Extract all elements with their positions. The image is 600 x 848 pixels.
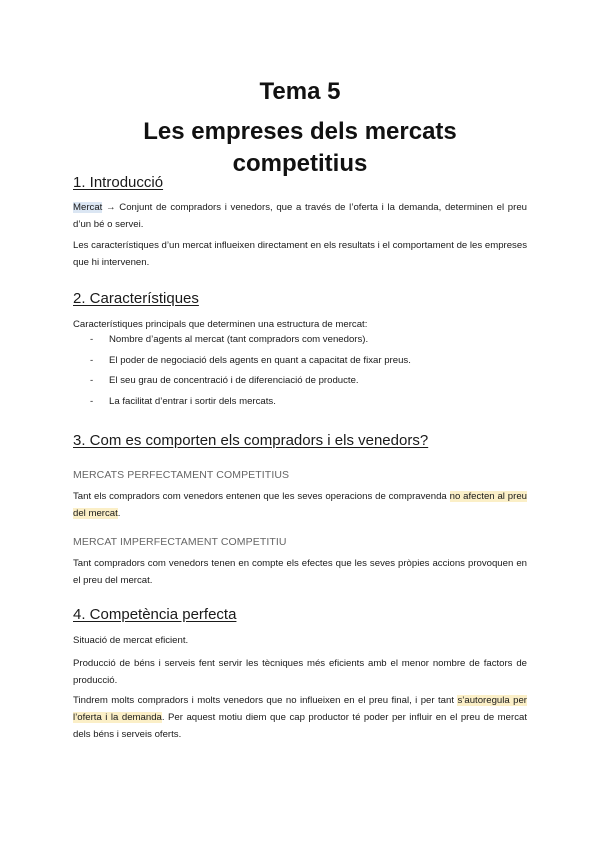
term-mercat: Mercat <box>73 202 103 213</box>
highlight-no-afecten: no afecten al preu del mercat <box>73 491 527 519</box>
subheading-mercats-perfectament-competitius: MERCATS PERFECTAMENT COMPETITIUS <box>73 469 290 481</box>
paragraph-produccio: Producció de béns i serveis fent servir les tècniques més eficients amb el menor nombre de factors de producció. <box>73 658 527 686</box>
paragraph-mercat-eficient: Situació de mercat eficient. <box>73 635 189 646</box>
mercat-definition-text: → Conjunt de compradors i venedors, que a través de l’oferta i la demanda, determinen el preu d’un bé o servei. <box>73 202 527 230</box>
subheading-mercat-imperfectament-competitiu: MERCAT IMPERFECTAMENT COMPETITIU <box>73 536 287 548</box>
page-title: Les empreses dels mercats competitius <box>143 118 457 177</box>
paragraph-mercat-definition <box>73 199 527 233</box>
highlight-autoregula: s’autoregula per l’oferta i la demanda <box>73 695 527 723</box>
list-item: - La facilitat d’entrar i sortir dels mercats. <box>90 395 276 407</box>
paragraph-perfect-competition-behaviour: Tant els compradors com venedors entenen que les seves operacions de compravenda no afecten al preu del mercat. <box>73 491 527 519</box>
paragraph-imperfect-competition-behaviour: Tant compradors com venedors tenen en compte els efectes que les seves pròpies accions provoquen en el preu del mercat. <box>73 558 527 586</box>
list-item: - Nombre d’agents al mercat (tant compradors com venedors). <box>90 334 369 345</box>
section-heading-introduccio: 1. Introducció <box>73 174 164 191</box>
section-heading-comportament: 3. Com es comporten els compradors i els venedors? <box>73 432 429 449</box>
paragraph-list-intro: Característiques principals que determinen una estructura de mercat: <box>73 319 368 330</box>
section-heading-competencia-perfecta: 4. Competència perfecta <box>73 606 237 623</box>
page-title-topic: Tema 5 <box>259 78 341 105</box>
section-heading-caracteristiques: 2. Característiques <box>73 290 199 307</box>
paragraph-autoregulacio: Tindrem molts compradors i molts venedors que no influeixen en el preu final, i per tant s’autoregula per l’oferta i la demanda. Per aquest motiu diem que cap productor té poder per influir en el preu de mercat dels béns i serveis oferts. <box>73 695 527 740</box>
characteristics-list <box>73 330 411 412</box>
paragraph-caracteristiques-influence: Les característiques d’un mercat influeixen directament en els resultats i el comportament de les empreses que hi intervenen. <box>73 240 527 268</box>
list-item: - El poder de negociació dels agents en quant a capacitat de fixar preus. <box>90 354 411 366</box>
list-item: - El seu grau de concentració i de diferenciació de producte. <box>90 375 359 386</box>
